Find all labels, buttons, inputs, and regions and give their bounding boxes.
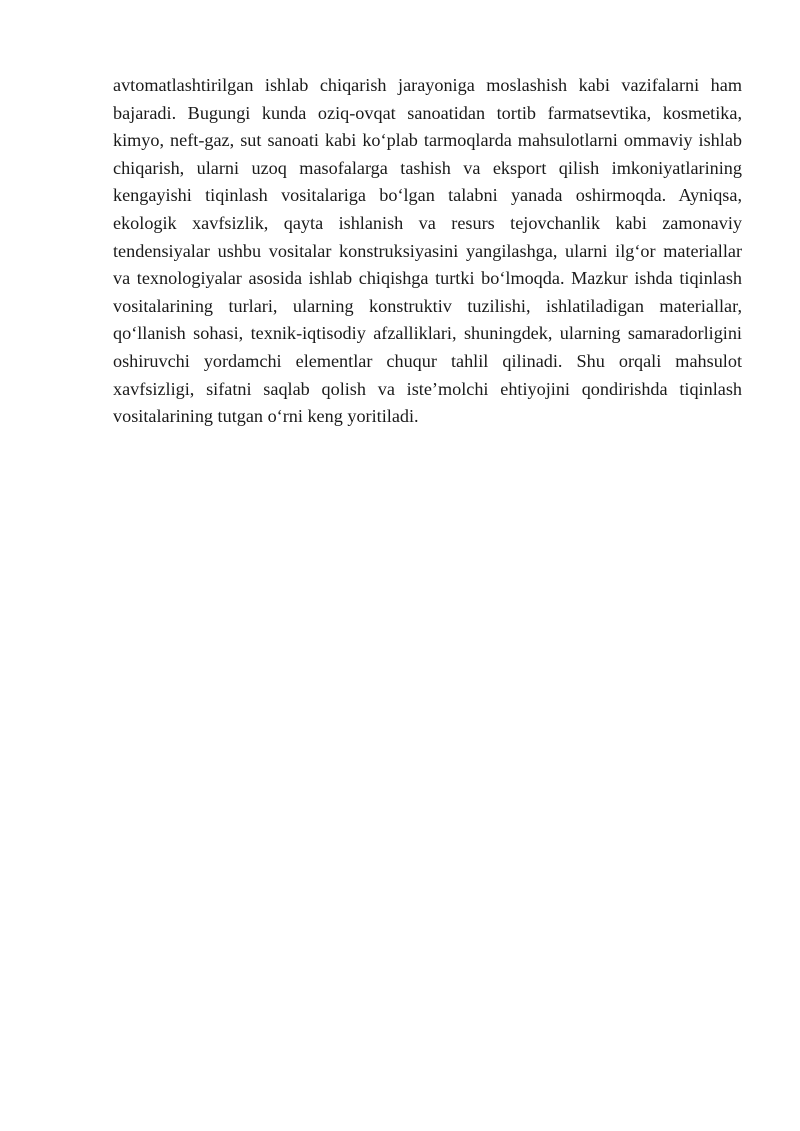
paragraph-line: chiqarish, ularni uzoq masofalarga tashish va eksport qilish imkoniyatlarining: [113, 157, 742, 178]
body-paragraph: [113, 72, 742, 431]
paragraph-line: kimyo, neft-gaz, sut sanoati kabi ko‘plab tarmoqlarda mahsulotlarni ommaviy ishlab: [113, 130, 742, 151]
paragraph-line: qo‘llanish sohasi, texnik-iqtisodiy afzalliklari, shuningdek, ularning samaradorligini: [113, 323, 742, 344]
paragraph-line: oshiruvchi yordamchi elementlar chuqur tahlil qilinadi. Shu orqali mahsulot: [113, 350, 742, 371]
paragraph-line: vositalarining turlari, ularning konstruktiv tuzilishi, ishlatiladigan materiallar,: [113, 295, 742, 316]
paragraph-line: avtomatlashtirilgan ishlab chiqarish jarayoniga moslashish kabi vazifalarni ham: [113, 75, 742, 95]
paragraph-line: xavfsizligi, sifatni saqlab qolish va iste’molchi ehtiyojini qondirishda tiqinlash: [113, 378, 742, 399]
paragraph-line: bajaradi. Bugungi kunda oziq-ovqat sanoatidan tortib farmatsevtika, kosmetika,: [113, 102, 742, 123]
paragraph-line: kengayishi tiqinlash vositalariga bo‘lgan talabni yanada oshirmoqda. Ayniqsa,: [113, 185, 742, 206]
paragraph-line: ekologik xavfsizlik, qayta ishlanish va resurs tejovchanlik kabi zamonaviy: [113, 212, 742, 233]
paragraph-line: va texnologiyalar asosida ishlab chiqishga turtki bo‘lmoqda. Mazkur ishda tiqinlash: [113, 268, 742, 289]
paragraph-line: tendensiyalar ushbu vositalar konstruksiyasini yangilashga, ularni ilg‘or materiallar: [113, 240, 742, 261]
paragraph-line-last: vositalarining tutgan o‘rni keng yoritiladi.: [113, 406, 419, 427]
